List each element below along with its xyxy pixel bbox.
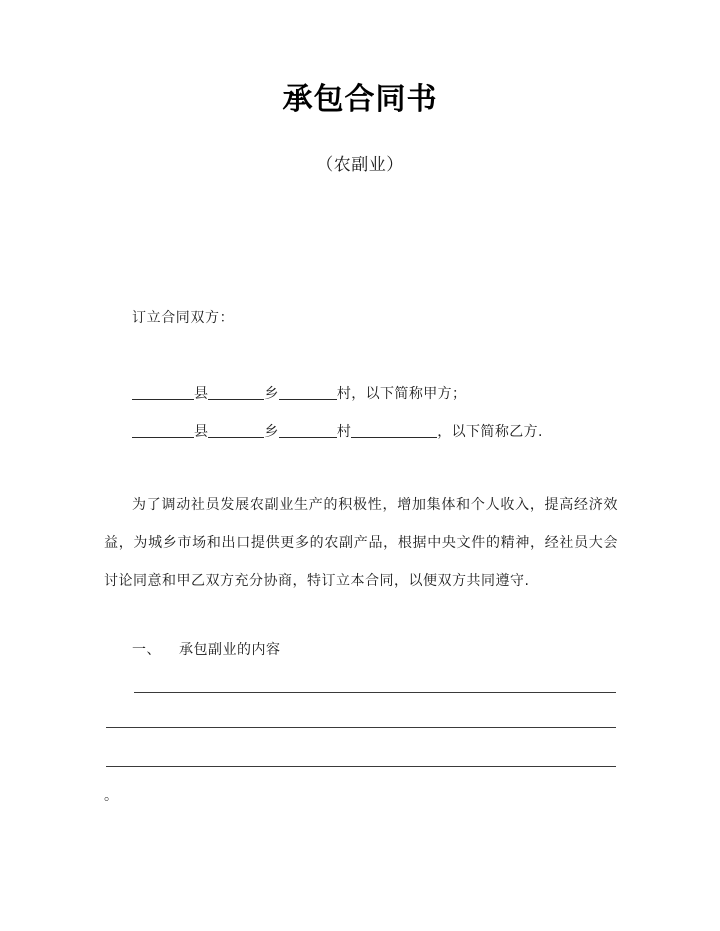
section-heading-one xyxy=(104,638,618,662)
township-label-b: 乡 xyxy=(264,424,279,440)
preamble-paragraph: 为了调动社员发展农副业生产的积极性，增加集体和个人收入，提高经济效益，为城乡市场和出口提供更多的农副产品，根据中央文件的精神，经社员大会讨论同意和甲乙双方充分协商，特订立本合同，以便双方共同遵守. xyxy=(104,497,618,589)
lead-in-text: 订立合同双方： xyxy=(132,310,235,326)
content-blank-line-3[interactable] xyxy=(106,766,616,767)
village-blank-field-a[interactable] xyxy=(279,385,337,400)
page-title: 承包合同书 xyxy=(282,82,438,117)
content-blank-line-2[interactable] xyxy=(106,727,616,728)
document-subtitle: （农副业） xyxy=(316,155,404,175)
trailing-period: 。 xyxy=(104,788,118,804)
content-blank-line-1[interactable] xyxy=(134,692,616,693)
township-blank-field-b[interactable] xyxy=(208,423,264,438)
section-number: 一、 xyxy=(132,642,161,658)
village-label-b: 村 xyxy=(336,424,352,440)
party-a-suffix: ，以下简称甲方； xyxy=(351,386,467,402)
village-label-a: 村 xyxy=(336,386,352,402)
party-line-second xyxy=(104,420,618,444)
village-blank-field-b[interactable] xyxy=(279,423,337,438)
county-blank-field-b[interactable] xyxy=(132,423,194,438)
county-blank-field-a[interactable] xyxy=(132,385,194,400)
party-b-suffix: ，以下简称乙方. xyxy=(437,424,543,440)
county-label-b: 县 xyxy=(194,424,209,440)
party-b-name-blank-field[interactable] xyxy=(351,423,437,438)
county-label-a: 县 xyxy=(194,386,209,402)
section-heading-label: 承包副业的内容 xyxy=(179,642,281,658)
party-line-first xyxy=(104,382,618,406)
township-blank-field-a[interactable] xyxy=(208,385,264,400)
township-label-a: 乡 xyxy=(264,386,279,402)
